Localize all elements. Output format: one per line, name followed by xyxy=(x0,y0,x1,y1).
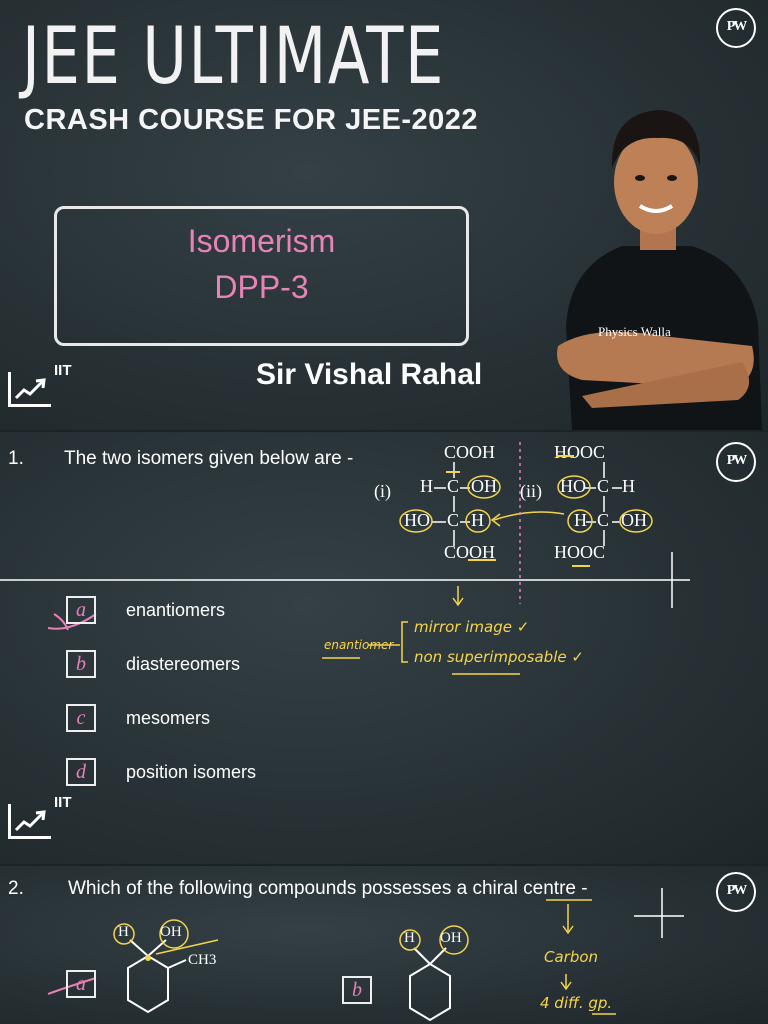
iit-logo xyxy=(8,794,72,844)
struct-i-r2-right: H xyxy=(471,510,484,530)
iit-text: IIT xyxy=(54,362,72,379)
question-number: 1. xyxy=(8,448,24,469)
compound-b-oh: OH xyxy=(440,930,462,946)
iit-logo xyxy=(8,362,72,412)
struct-i-r2-left: HO xyxy=(404,510,430,530)
iit-text: IIT xyxy=(54,794,72,811)
topic-box xyxy=(54,206,469,346)
dpp-label: DPP-3 xyxy=(214,269,309,305)
struct-i-top: COOH xyxy=(444,442,496,462)
option-d-box[interactable]: d xyxy=(66,758,96,786)
struct-ii-r1-left: HO xyxy=(560,476,586,496)
struct-ii-top: HOOC xyxy=(554,442,606,462)
struct-ii-label: (ii) xyxy=(520,481,542,501)
option-c-text[interactable]: mesomers xyxy=(126,708,211,728)
struct-i-r2-center: C xyxy=(447,510,460,530)
struct-ii-r2-left: H xyxy=(574,510,587,530)
enantiomer-note: enantiomer xyxy=(324,638,394,652)
four-diff-groups-note: 4 diff. gp. xyxy=(540,994,613,1012)
option-d-text[interactable]: position isomers xyxy=(126,762,257,782)
struct-i-bottom: COOH xyxy=(444,542,496,562)
pw-logo: PW xyxy=(716,442,756,482)
teacher-photo xyxy=(552,96,762,430)
question-number: 2. xyxy=(8,878,24,899)
title-slide xyxy=(0,0,768,430)
trend-arrow-icon xyxy=(14,376,52,400)
struct-i-r1-center: C xyxy=(447,476,460,496)
pw-logo: PW xyxy=(716,8,756,48)
teacher-name: Sir Vishal Rahal xyxy=(256,358,483,391)
question-1-slide xyxy=(0,432,768,864)
topic-title: Isomerism xyxy=(187,223,336,259)
struct-ii-r1-center: C xyxy=(597,476,610,496)
mirror-image-note: mirror image ✓ xyxy=(414,618,530,636)
struct-ii-r1-right: H xyxy=(622,476,635,496)
option-b-box[interactable]: b xyxy=(66,650,96,678)
struct-i-label: (i) xyxy=(374,481,391,501)
question-text: The two isomers given below are - xyxy=(64,448,354,469)
question-2-slide xyxy=(0,866,768,1024)
shirt-text: Physics Walla xyxy=(598,324,671,339)
compound-a-h: H xyxy=(118,924,129,940)
option-b-text[interactable]: diastereomers xyxy=(126,654,241,674)
compound-a-oh: OH xyxy=(160,924,182,940)
course-subtitle: CRASH COURSE FOR JEE-2022 xyxy=(24,104,479,136)
compound-b-h: H xyxy=(404,930,415,946)
struct-i-r1-right: OH xyxy=(471,476,497,496)
option-a-text[interactable]: enantiomers xyxy=(126,600,226,620)
question-2-drawing xyxy=(0,866,768,1024)
course-title: JEE ULTIMATE xyxy=(22,12,446,102)
struct-ii-r2-right: OH xyxy=(621,510,647,530)
struct-i-r1-left: H xyxy=(420,476,433,496)
struct-ii-r2-center: C xyxy=(597,510,610,530)
option-b-box[interactable]: b xyxy=(342,976,372,1004)
option-a-box[interactable]: a xyxy=(66,970,96,998)
option-c-box[interactable]: c xyxy=(66,704,96,732)
question-text: Which of the following compounds possesses a chiral centre - xyxy=(68,878,588,899)
trend-arrow-icon xyxy=(14,808,52,832)
carbon-note: Carbon xyxy=(544,948,599,966)
compound-a-ch3: CH3 xyxy=(188,952,217,968)
struct-ii-bottom: HOOC xyxy=(554,542,606,562)
pw-logo: PW xyxy=(716,872,756,912)
non-superimposable-note: non superimposable ✓ xyxy=(414,648,584,666)
option-a-box[interactable]: a xyxy=(66,596,96,624)
